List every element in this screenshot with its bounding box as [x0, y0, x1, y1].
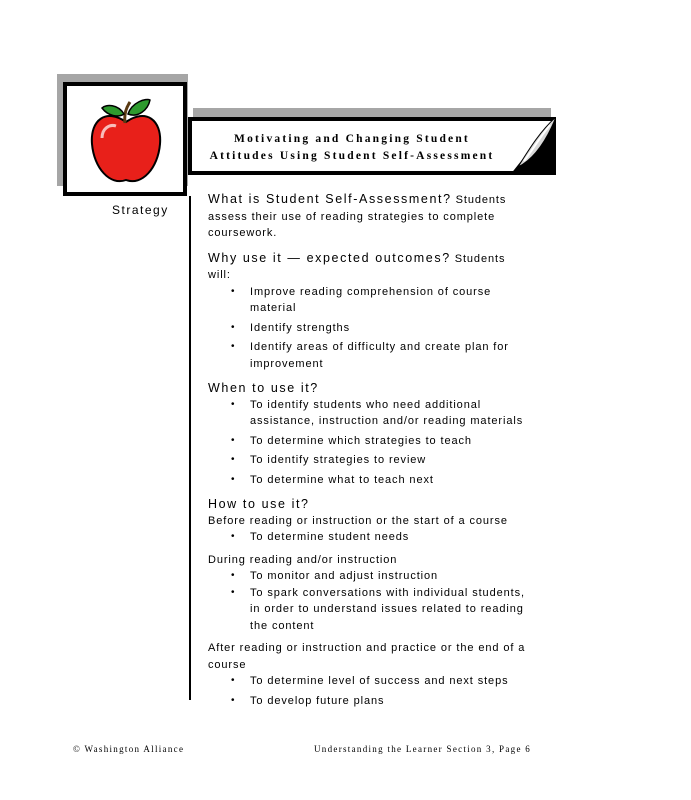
list-item: • To identify strategies to review: [250, 452, 528, 469]
section-when: [208, 380, 528, 488]
section-how: [208, 496, 528, 709]
list-item: • To identify students who need additional assistance, instruction and/or reading materials: [250, 397, 528, 430]
apple-icon: [88, 98, 164, 188]
bullet-list: [208, 397, 528, 489]
section-text: Students assess their use of reading strategies to complete coursework.: [208, 194, 507, 239]
bullet-list: [208, 568, 528, 634]
section-why: [208, 250, 528, 373]
section-heading: Why use it — expected outcomes?: [208, 250, 451, 265]
how-during-label: During reading and/or instruction: [208, 553, 398, 566]
section-intro: Students will:: [208, 252, 506, 281]
list-item: • Identify areas of difficulty and create plan for improvement: [250, 339, 528, 372]
page-curl-icon: [510, 117, 556, 175]
list-item: • To spark conversations with individual students, in order to understand issues related to reading the content: [250, 585, 528, 635]
apple-box: [63, 82, 187, 196]
list-item: • To determine level of success and next steps: [250, 673, 528, 690]
title-banner: [188, 117, 556, 175]
vertical-divider: [189, 196, 191, 700]
page-title: [192, 131, 512, 165]
footer-page-info: Understanding the Learner Section 3, Page 6: [314, 744, 532, 754]
section-heading: When to use it?: [208, 381, 319, 395]
list-item: • Identify strengths: [250, 320, 528, 337]
list-item: • To develop future plans: [250, 693, 528, 710]
how-after-label: After reading or instruction and practice or the end of a course: [208, 642, 526, 671]
strategy-label: Strategy: [112, 203, 169, 217]
bullet-list: [208, 284, 528, 373]
title-line-2: Attitudes Using Student Self-Assessment: [209, 150, 495, 162]
bullet-list: [208, 529, 528, 546]
list-item: • Improve reading comprehension of course material: [250, 284, 528, 317]
bullet-list: [208, 673, 528, 709]
how-before-label: Before reading or instruction or the start of a course: [208, 514, 508, 527]
footer-copyright: © Washington Alliance: [73, 744, 185, 754]
list-item: • To monitor and adjust instruction: [250, 568, 528, 585]
section-what: [208, 191, 528, 242]
section-heading: What is Student Self-Assessment?: [208, 192, 452, 206]
title-line-1: Motivating and Changing Student: [234, 133, 470, 145]
section-heading: How to use it?: [208, 497, 310, 511]
list-item: • To determine what to teach next: [250, 472, 528, 489]
main-content: [208, 191, 528, 717]
list-item: • To determine which strategies to teach: [250, 433, 528, 450]
list-item: • To determine student needs: [250, 529, 528, 546]
